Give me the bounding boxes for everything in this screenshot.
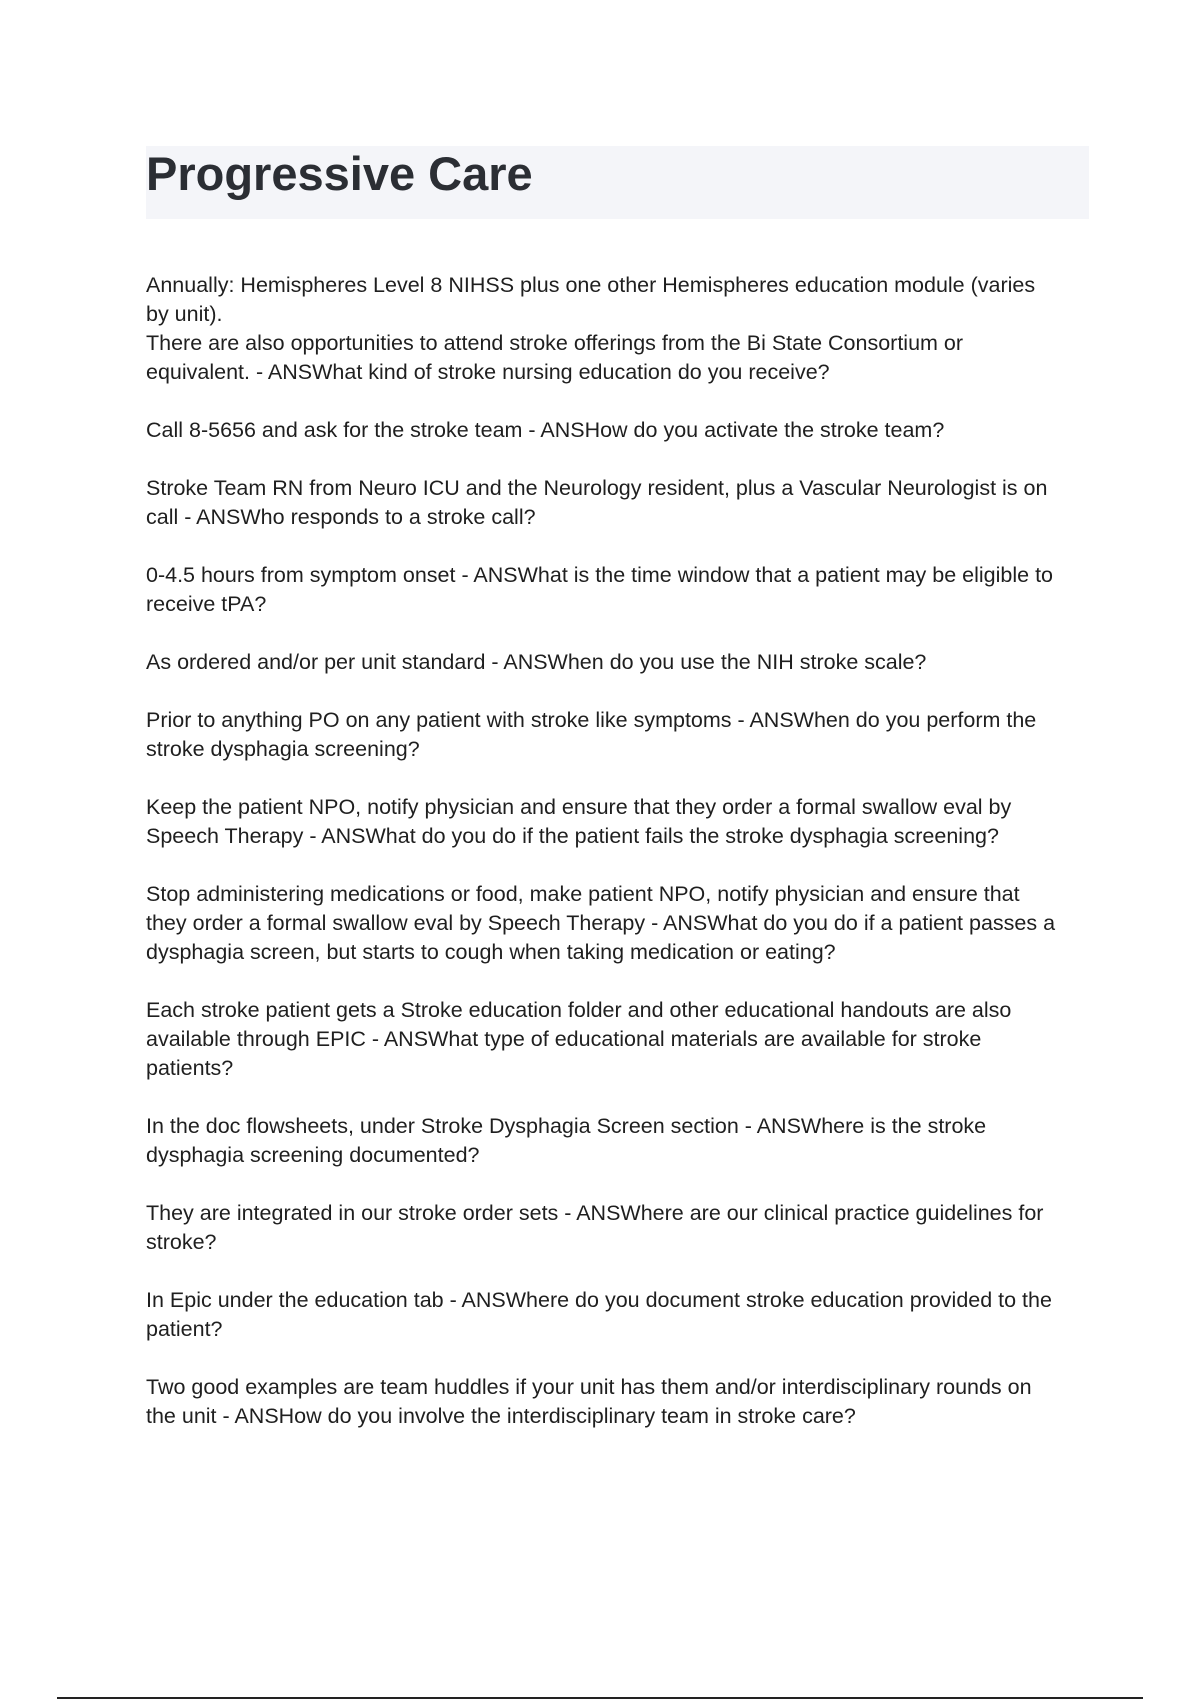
- qa-entry: [146, 1373, 1096, 1431]
- qa-entry-line: dysphagia screen, but starts to cough when taking medication or eating?: [146, 940, 836, 964]
- qa-entry: [146, 706, 1096, 764]
- qa-entry-line: equivalent. - ANSWhat kind of stroke nursing education do you receive?: [146, 360, 830, 384]
- qa-entry-line: There are also opportunities to attend stroke offerings from the Bi State Consortium or: [146, 331, 964, 355]
- qa-entry-line: they order a formal swallow eval by Speech Therapy - ANSWhat do you do if a patient passes a: [146, 911, 1056, 935]
- qa-entry-line: In Epic under the education tab - ANSWhere do you document stroke education provided to the: [146, 1288, 1052, 1312]
- qa-entry-line: As ordered and/or per unit standard - ANSWhen do you use the NIH stroke scale?: [146, 650, 927, 674]
- qa-entry-line: Prior to anything PO on any patient with stroke like symptoms - ANSWhen do you perform the: [146, 708, 1037, 732]
- title-band: [146, 146, 1089, 219]
- qa-entry-line: stroke?: [146, 1230, 217, 1254]
- qa-entry-line: dysphagia screening documented?: [146, 1143, 480, 1167]
- qa-entry-line: patient?: [146, 1317, 223, 1341]
- qa-entry-line: Each stroke patient gets a Stroke education folder and other educational handouts are also: [146, 998, 1012, 1022]
- qa-entry-line: the unit - ANSHow do you involve the interdisciplinary team in stroke care?: [146, 1404, 856, 1428]
- qa-entry-line: 0-4.5 hours from symptom onset - ANSWhat is the time window that a patient may be eligible to: [146, 563, 1053, 587]
- qa-entry-line: Stop administering medications or food, make patient NPO, notify physician and ensure that: [146, 882, 1020, 906]
- qa-entry: [146, 1112, 1096, 1170]
- qa-entry-line: stroke dysphagia screening?: [146, 737, 420, 761]
- qa-entry-line: receive tPA?: [146, 592, 267, 616]
- qa-entry: [146, 648, 1096, 677]
- qa-entry-line: Keep the patient NPO, notify physician and ensure that they order a formal swallow eval by: [146, 795, 1012, 819]
- qa-entry-line: by unit).: [146, 302, 223, 326]
- qa-entry-line: They are integrated in our stroke order sets - ANSWhere are our clinical practice guidelines for: [146, 1201, 1044, 1225]
- qa-entry-line: available through EPIC - ANSWhat type of educational materials are available for stroke: [146, 1027, 982, 1051]
- qa-entry: [146, 1286, 1096, 1344]
- qa-entry-line: Speech Therapy - ANSWhat do you do if the patient fails the stroke dysphagia screening?: [146, 824, 999, 848]
- qa-entry: [146, 416, 1096, 445]
- qa-entry: [146, 793, 1096, 851]
- qa-entry-line: patients?: [146, 1056, 234, 1080]
- qa-entry: [146, 271, 1096, 387]
- page-bottom-rule: [57, 1697, 1143, 1699]
- qa-entry: [146, 1199, 1096, 1257]
- qa-entry-line: Two good examples are team huddles if your unit has them and/or interdisciplinary rounds on: [146, 1375, 1032, 1399]
- qa-entry: [146, 880, 1096, 967]
- qa-entry-line: Annually: Hemispheres Level 8 NIHSS plus one other Hemispheres education module (varies: [146, 273, 1036, 297]
- qa-entry: [146, 996, 1096, 1083]
- qa-list: [146, 271, 1096, 1460]
- qa-entry: [146, 561, 1096, 619]
- qa-entry-line: In the doc flowsheets, under Stroke Dysphagia Screen section - ANSWhere is the stroke: [146, 1114, 987, 1138]
- page-title: Progressive Care: [146, 147, 533, 200]
- qa-entry: [146, 474, 1096, 532]
- qa-entry-line: Call 8-5656 and ask for the stroke team - ANSHow do you activate the stroke team?: [146, 418, 945, 442]
- qa-entry-line: Stroke Team RN from Neuro ICU and the Neurology resident, plus a Vascular Neurologist is on: [146, 476, 1048, 500]
- qa-entry-line: call - ANSWho responds to a stroke call?: [146, 505, 536, 529]
